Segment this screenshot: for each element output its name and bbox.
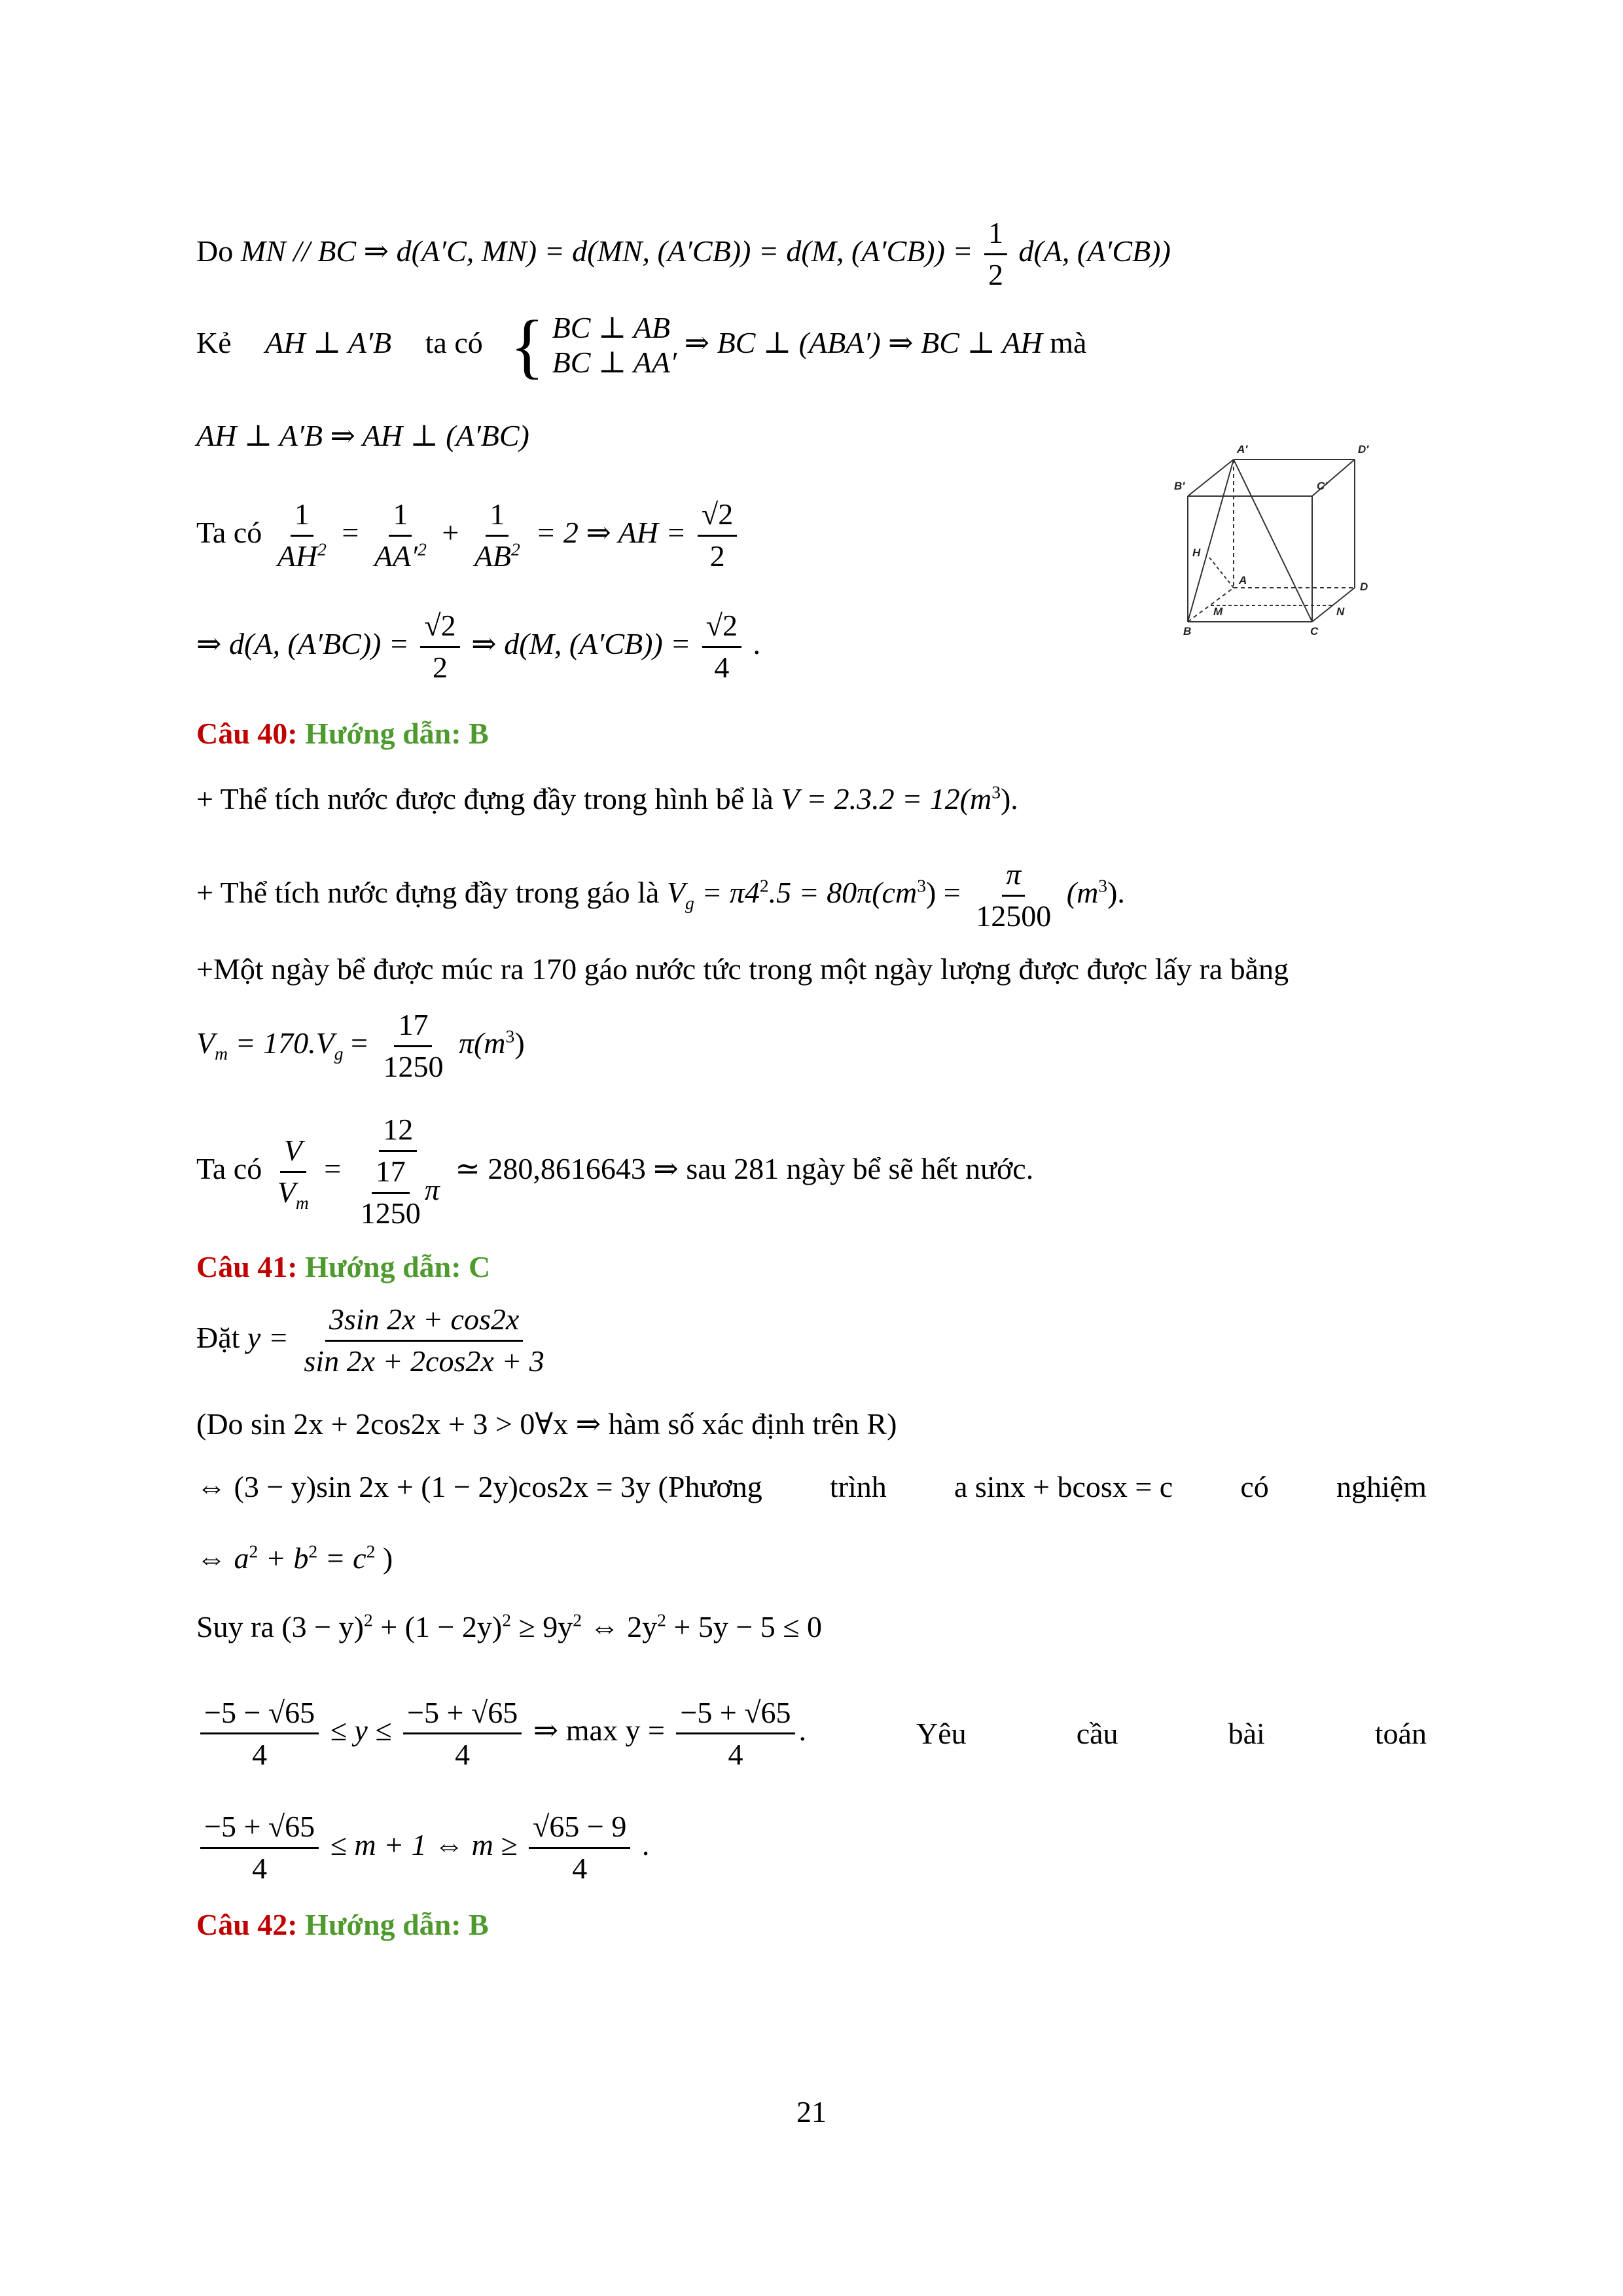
line-4: Ta có $\frac{1}{AH^2}$ = $\frac{1}{AA'^2}$ + $\frac{1}{AB^2}$ = 2 ⇒ AH = $\frac{√2}{2}$: [196, 497, 741, 574]
fraction: $\frac{1}{2}$: [984, 216, 1007, 293]
line-10: Ta có $\frac{V}{V_m}$ = 12 $\frac{17}{1250}$ π ≃ 280,8616643 ⇒ sau 281 ngày bể sẽ hết nước.: [196, 1113, 1034, 1230]
fraction: $\frac{17}{1250}$: [383, 1008, 444, 1083]
cube-figure: [1171, 419, 1446, 635]
label-n: N: [1336, 605, 1345, 618]
fraction: $\frac{√2}{4}$: [702, 609, 741, 685]
fraction: $\frac{V}{V_m}$: [277, 1133, 309, 1213]
math-expr: AH ⊥ A′B: [265, 325, 392, 359]
line-8: +Một ngày bể được múc ra 170 gáo nước tức trong một ngày lượng được được lấy ra bằng: [196, 952, 1289, 986]
line-7: + Thể tích nước đựng đầy trong gáo là $V_g = \pi 4^2.5 = 80\pi(cm^3)$ = $\frac{\pi}{12500}$ $(m^3)$.: [196, 857, 1125, 933]
math-expr: ⇒ BC ⊥ (ABA′) ⇒ BC ⊥ AH: [684, 325, 1043, 359]
line-16: $\frac{-5 - √65}{4}$ ≤ y ≤ $\frac{-5 + √65}{4}$ ⇒ max y = $\frac{-5 + √65}{4}$ . Yêu cầu bài toán: [196, 1695, 1427, 1772]
label-c: C: [1310, 625, 1319, 635]
edge-a-prime-c: [1234, 459, 1312, 622]
edge: [1188, 459, 1234, 496]
label-m: M: [1213, 605, 1223, 618]
line-3: [196, 419, 529, 454]
line-12: (Do sin 2x + 2cos2x + 3 > 0∀x ⇒ hàm số xác định trên R): [196, 1407, 897, 1441]
text: Kẻ: [196, 325, 232, 359]
line-13: ⇔ (3 − y)sin 2x + (1 − 2y)cos2x = 3y (Phương trình a sinx + bcosx = c có nghiệm: [196, 1470, 1427, 1503]
math-expr: AH ⊥ A′B ⇒ AH ⊥ (A′BC): [196, 419, 529, 452]
page-number: 21: [796, 2095, 827, 2128]
line-11: Đặt y = $\frac{3\sin 2x + \cos 2x}{\sin 2x + 2\cos 2x + 3}$: [196, 1302, 552, 1379]
fraction: $\frac{√65 - 9}{4}$: [529, 1810, 630, 1886]
label-d-prime: D′: [1358, 443, 1369, 456]
fraction: 12 $\frac{17}{1250}$ π: [360, 1113, 440, 1230]
edge-ah: [1209, 558, 1234, 588]
fraction: $\frac{-5 + √65}{4}$: [403, 1695, 522, 1772]
label-a: A: [1239, 574, 1247, 586]
line-2: [196, 304, 1086, 387]
fraction: $\frac{√2}{2}$: [420, 609, 459, 685]
math-expr: MN // BC ⇒ d(A′C, MN) = d(MN, (A′CB)) = d(M, (A′CB)) =: [240, 234, 980, 268]
line-6: + Thể tích nước được đựng đầy trong hình bể là $V = 2.3.2 = 12(m^3)$.: [196, 781, 1018, 816]
line-1: [196, 216, 1171, 293]
fraction: $\frac{-5 + √65}{4}$: [676, 1695, 794, 1772]
label-h: H: [1192, 547, 1201, 559]
line-15: Suy ra $(3 - y)^2 + (1 - 2y)^2 \ge 9y^2$ ⇔ $2y^2 + 5y - 5 \le 0$: [196, 1609, 823, 1643]
label-c-prime: C′: [1317, 480, 1328, 492]
fraction: $\frac{1}{AB^2}$: [474, 497, 520, 573]
math-expr: ⇒ d(M, (A′CB)) =: [471, 626, 691, 660]
text: mà: [1050, 325, 1087, 359]
math-expr: = 2 ⇒ AH =: [535, 515, 687, 549]
brace: {: [510, 306, 545, 386]
math-expr: ⇒ d(A, (A′BC)) =: [196, 626, 409, 660]
text: ta có: [425, 325, 483, 359]
question-42-heading: Câu 42: Hướng dẫn: B: [196, 1908, 489, 1941]
text: Ta có: [196, 515, 262, 549]
label-b: B: [1183, 625, 1192, 635]
question-41-heading: Câu 41: Hướng dẫn: C: [196, 1250, 491, 1283]
fraction: $\frac{\pi}{12500}$: [976, 857, 1052, 933]
fraction: $\frac{√2}{2}$: [698, 497, 737, 574]
question-40-heading: Câu 40: Hướng dẫn: B: [196, 717, 489, 750]
fraction: $\frac{3\sin 2x + \cos 2x}{\sin 2x + 2\cos 2x + 3}$: [304, 1302, 544, 1378]
label-d: D: [1360, 581, 1368, 593]
system: BC ⊥ AB BC ⊥ AA′: [552, 311, 677, 380]
line-5: ⇒ d(A, (A′BC)) = $\frac{√2}{2}$ ⇒ d(M, (A′CB)) = $\frac{√2}{4}$ .: [196, 609, 761, 684]
fraction: $\frac{-5 - √65}{4}$: [200, 1695, 319, 1772]
math-expr: d(A, (A′CB)): [1018, 234, 1171, 268]
line-14: ⇔ $a^2 + b^2 = c^2$ ): [196, 1541, 393, 1575]
label-a-prime: A′: [1237, 443, 1248, 456]
label-b-prime: B′: [1174, 480, 1185, 492]
fraction: $\frac{1}{AH^2}$: [277, 497, 327, 573]
fraction: $\frac{1}{AA'^2}$: [374, 497, 427, 573]
fraction: $\frac{-5 + √65}{4}$: [200, 1810, 319, 1886]
text: Do: [196, 234, 234, 268]
edge-a-prime-b: [1188, 459, 1234, 622]
line-9: $V_m = 170.V_g$ = $\frac{17}{1250}$ $\pi(m^3)$: [196, 1008, 525, 1083]
line-17: $\frac{-5 + √65}{4}$ ≤ m + 1 ⇔ m ≥ $\frac{√65 - 9}{4}$ .: [196, 1810, 649, 1886]
